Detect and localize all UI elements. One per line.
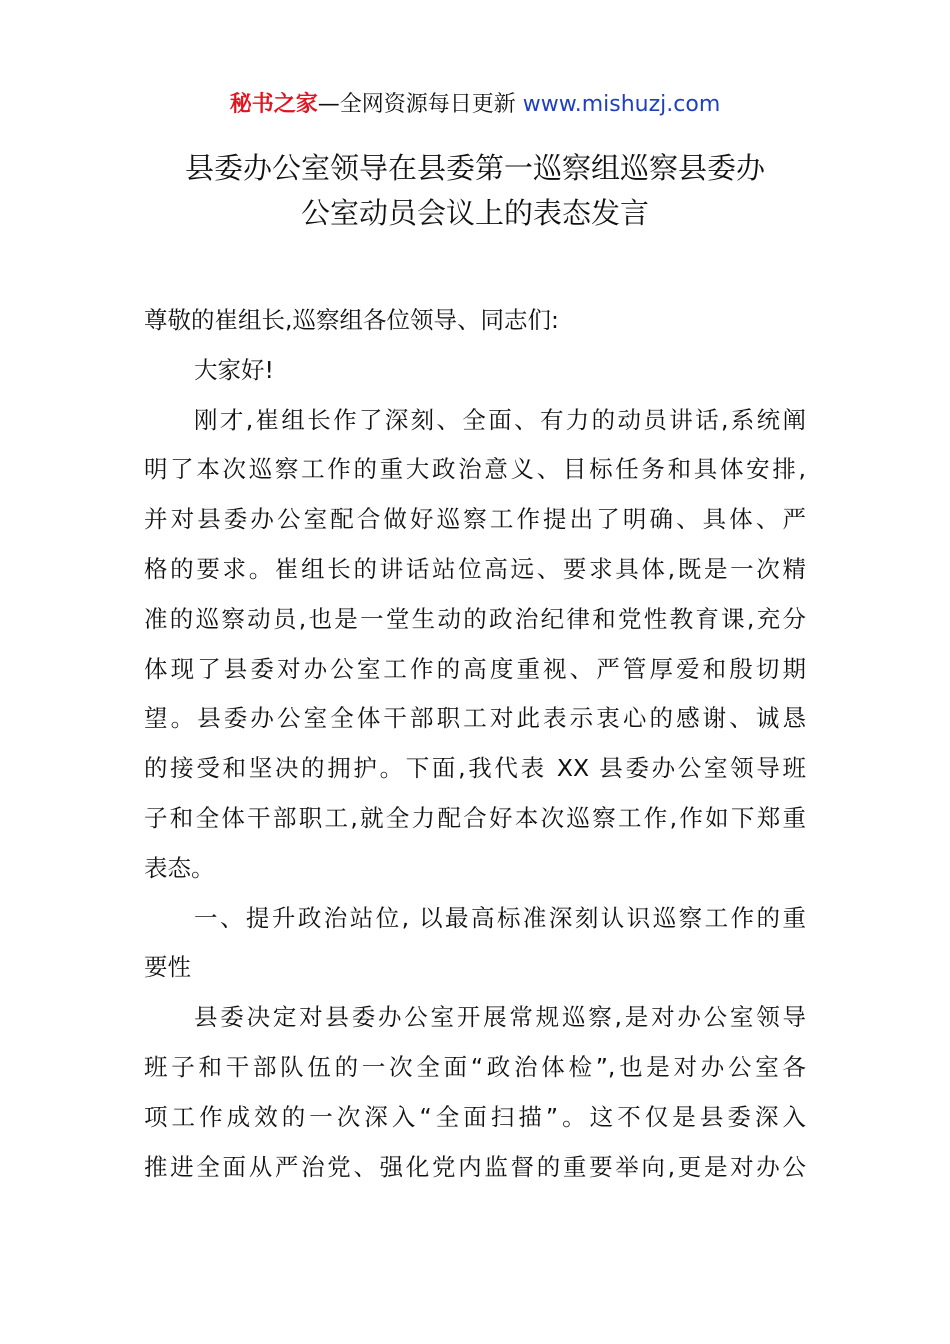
document-body	[144, 296, 806, 1192]
body-line: 的接受和坚决的拥护。下面,我代表 XX 县委办公室领导班	[144, 754, 806, 783]
body-line: 推进全面从严治党、强化党内监督的重要举向,更是对办公	[144, 1152, 806, 1181]
greeting-line: 大家好!	[194, 355, 274, 384]
salutation-line: 尊敬的崔组长,巡察组各位领导、同志们:	[144, 306, 559, 334]
body-line: 格的要求。崔组长的讲话站位高远、要求具体,既是一次精	[144, 554, 806, 583]
body-line: 准的巡察动员,也是一堂生动的政治纪律和党性教育课,充分	[144, 604, 806, 633]
header-tagline: —全网资源每日更新	[317, 92, 523, 117]
body-line: 望。县委办公室全体干部职工对此表示衷心的感谢、诚恳	[144, 704, 806, 733]
body-line: 并对县委办公室配合做好巡察工作提出了明确、具体、严	[144, 505, 806, 534]
section-heading-line: 一、提升政治站位, 以最高标准深刻认识巡察工作的重	[194, 903, 806, 932]
body-line: 班子和干部队伍的一次全面“政治体检”,也是对办公室各	[144, 1052, 806, 1081]
body-line: 项工作成效的一次深入“全面扫描”。这不仅是县委深入	[144, 1102, 806, 1131]
title-line: 县委办公室领导在县委第一巡察组巡察县委办	[184, 151, 765, 185]
brand-name: 秘书之家	[229, 92, 318, 117]
body-line: 刚才,崔组长作了深刻、全面、有力的动员讲话,系统阐	[194, 405, 806, 434]
section-heading-line: 要性	[144, 953, 191, 982]
document-title	[100, 146, 850, 236]
body-line: 子和全体干部职工,就全力配合好本次巡察工作,作如下郑重	[144, 803, 806, 832]
body-line: 表态。	[144, 853, 215, 882]
title-line: 公室动员会议上的表态发言	[300, 196, 649, 230]
site-url-link[interactable]: www.mishuzj.com	[522, 92, 721, 117]
body-line: 体现了县委对办公室工作的高度重视、严管厚爱和殷切期	[144, 654, 806, 683]
site-header	[0, 88, 950, 122]
body-line: 明了本次巡察工作的重大政治意义、目标任务和具体安排,	[144, 455, 806, 484]
body-line: 县委决定对县委办公室开展常规巡察,是对办公室领导	[194, 1003, 806, 1032]
